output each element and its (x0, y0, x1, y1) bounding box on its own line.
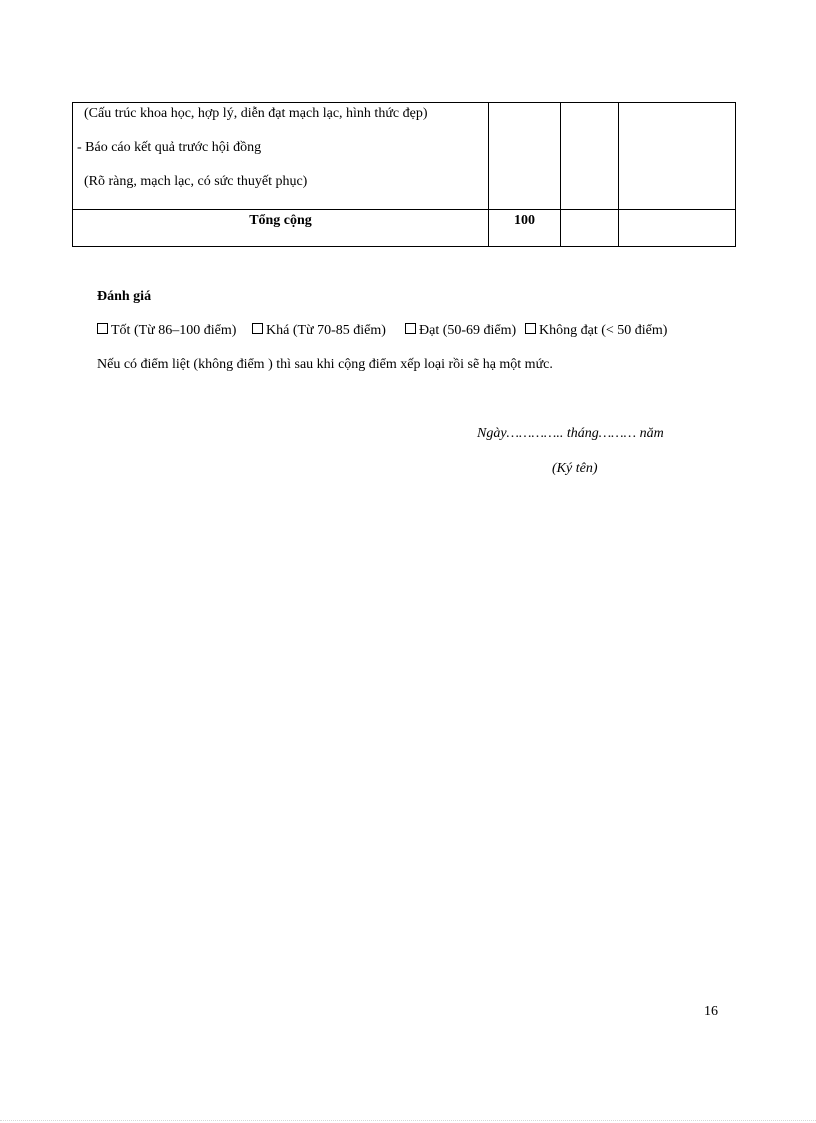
checkbox-icon[interactable] (97, 323, 108, 334)
page-divider (0, 1120, 816, 1121)
checkbox-icon[interactable] (252, 323, 263, 334)
evaluation-section (97, 288, 668, 372)
score-cell (561, 103, 619, 210)
checkbox-icon[interactable] (525, 323, 536, 334)
total-row (73, 210, 736, 247)
rating-option-pass[interactable] (405, 322, 516, 339)
table-row (73, 103, 736, 210)
checkbox-icon[interactable] (405, 323, 416, 334)
rating-option-label: Khá (Từ 70-85 điểm) (266, 323, 386, 338)
remarks-cell (619, 103, 736, 210)
page-number: 16 (704, 1004, 718, 1019)
criteria-line: (Rõ ràng, mạch lạc, có sức thuyết phục) (84, 174, 308, 189)
rating-option-label: Đạt (50-69 điểm) (419, 323, 517, 338)
criteria-line: - Báo cáo kết quả trước hội đồng (77, 140, 262, 155)
total-score-cell (561, 210, 619, 247)
rating-option-label: Không đạt (< 50 điểm) (539, 323, 668, 338)
score-table (72, 102, 736, 247)
date-line: Ngày………….. tháng……… năm (477, 426, 664, 441)
signature-label: (Ký tên) (552, 461, 598, 476)
rating-option-fail[interactable] (525, 322, 667, 339)
rating-option-fair[interactable] (252, 322, 386, 339)
evaluation-note: Nếu có điểm liệt (không điểm ) thì sau khi cộng điểm xếp loại rồi sẽ hạ một mức. (97, 357, 553, 372)
rating-option-good[interactable] (97, 322, 236, 339)
points-cell (489, 103, 561, 210)
criteria-cell (73, 103, 489, 210)
rating-option-label: Tốt (Từ 86–100 điểm) (111, 323, 237, 338)
evaluation-title: Đánh giá (97, 289, 152, 304)
total-points: 100 (489, 210, 561, 247)
total-remarks-cell (619, 210, 736, 247)
total-label: Tổng cộng (73, 210, 489, 247)
criteria-line: (Cấu trúc khoa học, hợp lý, diễn đạt mạch lạc, hình thức đẹp) (84, 106, 428, 121)
